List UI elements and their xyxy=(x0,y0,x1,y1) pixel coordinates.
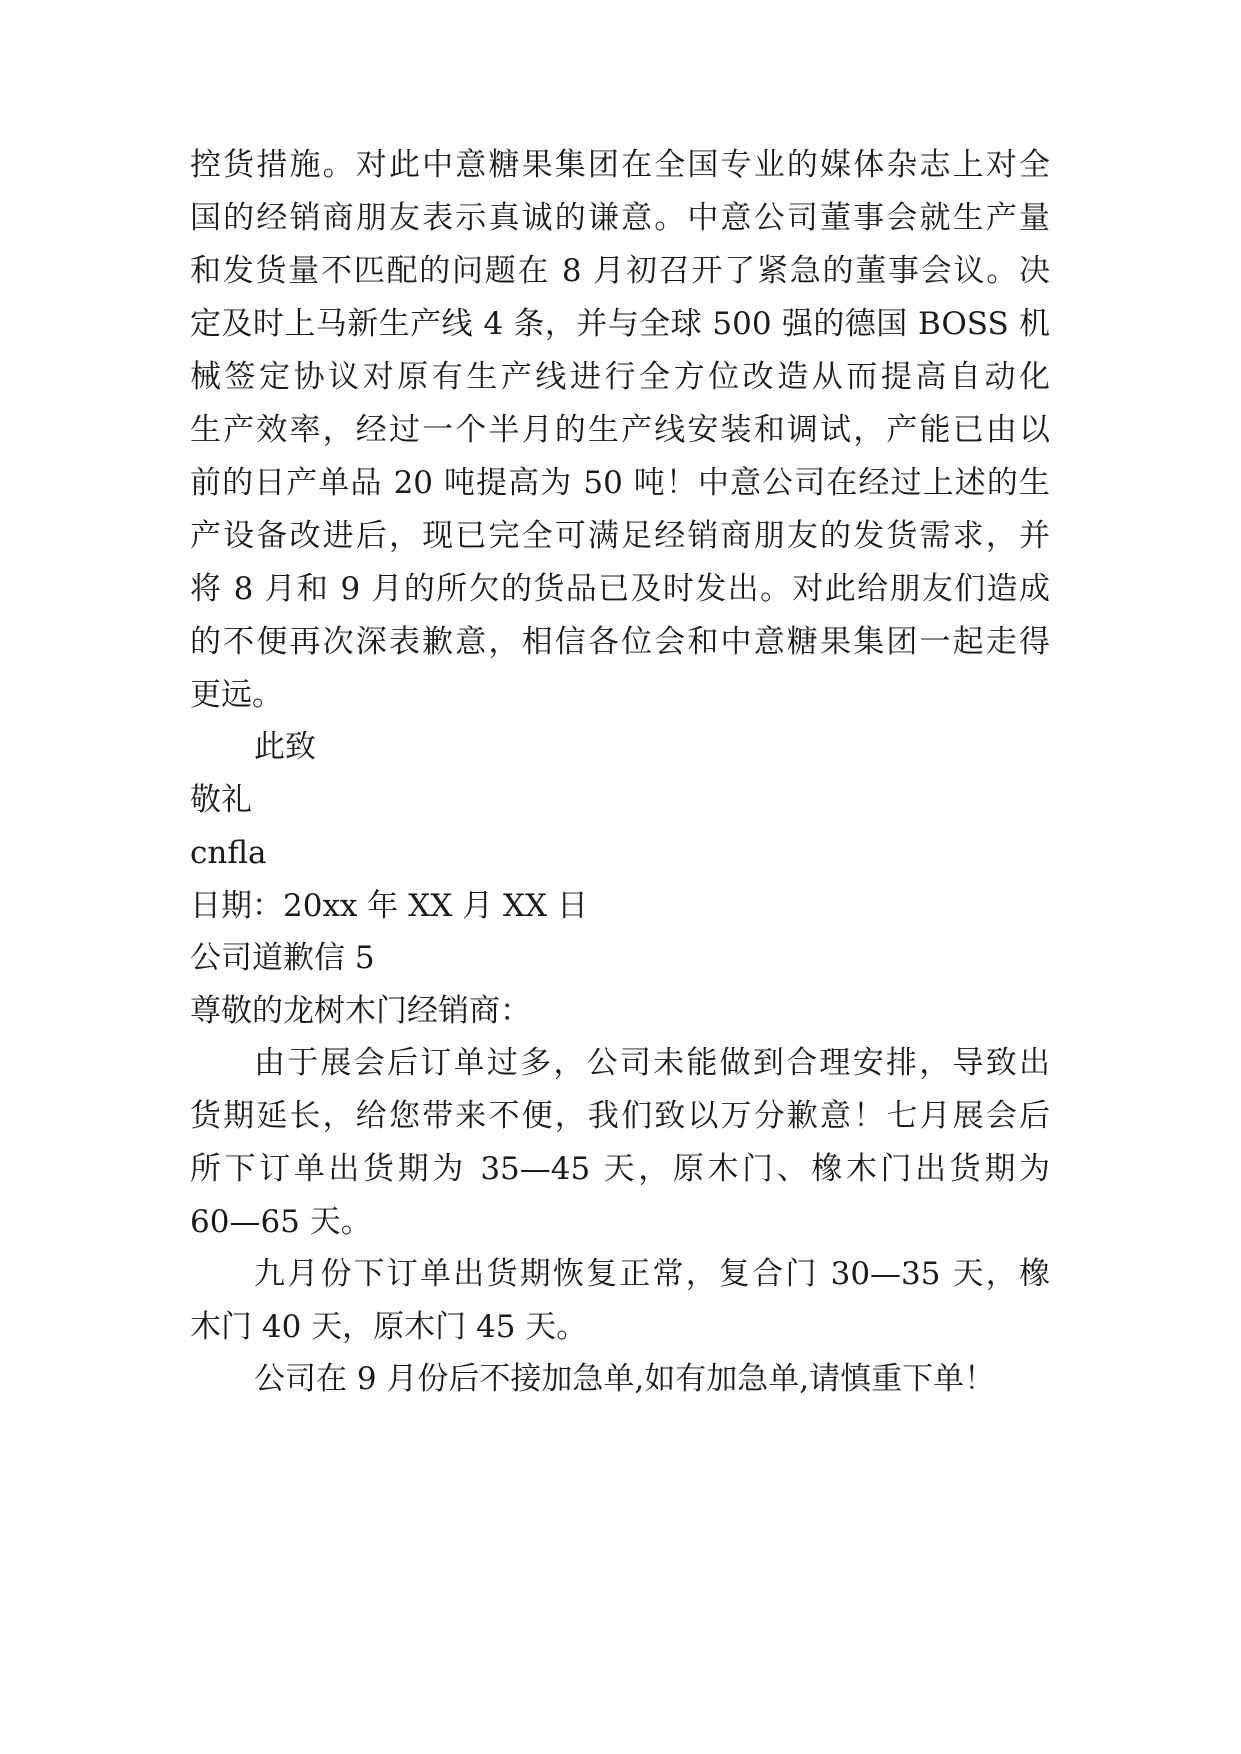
body-line: 货期延长，给您带来不便，我们致以万分歉意！七月展会后 xyxy=(190,1098,1050,1134)
closing-salute: 此致 xyxy=(254,729,316,765)
body-line: 更远。 xyxy=(190,677,283,713)
body-line: 产设备改进后，现已完全可满足经销商朋友的发货需求，并 xyxy=(190,518,1050,554)
body-line: 公司在 9 月份后不接加急单,如有加急单,请慎重下单！ xyxy=(254,1361,996,1397)
letter-title: 公司道歉信 5 xyxy=(190,940,375,976)
body-line: 前的日产单品 20 吨提高为 50 吨！中意公司在经过上述的生 xyxy=(190,465,1050,501)
body-line: 国的经销商朋友表示真诚的谦意。中意公司董事会就生产量 xyxy=(190,200,1050,236)
body-line: 由于展会后订单过多，公司未能做到合理安排，导致出 xyxy=(254,1045,1050,1081)
closing-date: 日期：20xx 年 XX 月 XX 日 xyxy=(190,888,588,924)
body-line: 控货措施。对此中意糖果集团在全国专业的媒体杂志上对全 xyxy=(190,147,1050,183)
closing-regards: 敬礼 xyxy=(190,782,252,818)
body-line: 所下订单出货期为 35—45 天，原木门、橡木门出货期为 xyxy=(190,1151,1050,1187)
body-line: 九月份下订单出货期恢复正常，复合门 30—35 天，橡 xyxy=(254,1256,1050,1292)
body-line: 生产效率，经过一个半月的生产线安装和调试，产能已由以 xyxy=(190,412,1050,448)
letter-greeting: 尊敬的龙树木门经销商： xyxy=(190,993,531,1029)
body-line: 械签定协议对原有生产线进行全方位改造从而提高自动化 xyxy=(190,359,1050,395)
body-line: 的不便再次深表歉意，相信各位会和中意糖果集团一起走得 xyxy=(190,624,1050,660)
closing-sender: cnfla xyxy=(190,835,267,871)
body-line: 木门 40 天，原木门 45 天。 xyxy=(190,1309,588,1345)
body-line: 和发货量不匹配的问题在 8 月初召开了紧急的董事会议。决 xyxy=(190,253,1050,289)
body-line: 60—65 天。 xyxy=(190,1204,372,1240)
body-line: 将 8 月和 9 月的所欠的货品已及时发出。对此给朋友们造成 xyxy=(190,571,1050,607)
body-line: 定及时上马新生产线 4 条，并与全球 500 强的德国 BOSS 机 xyxy=(190,306,1050,342)
